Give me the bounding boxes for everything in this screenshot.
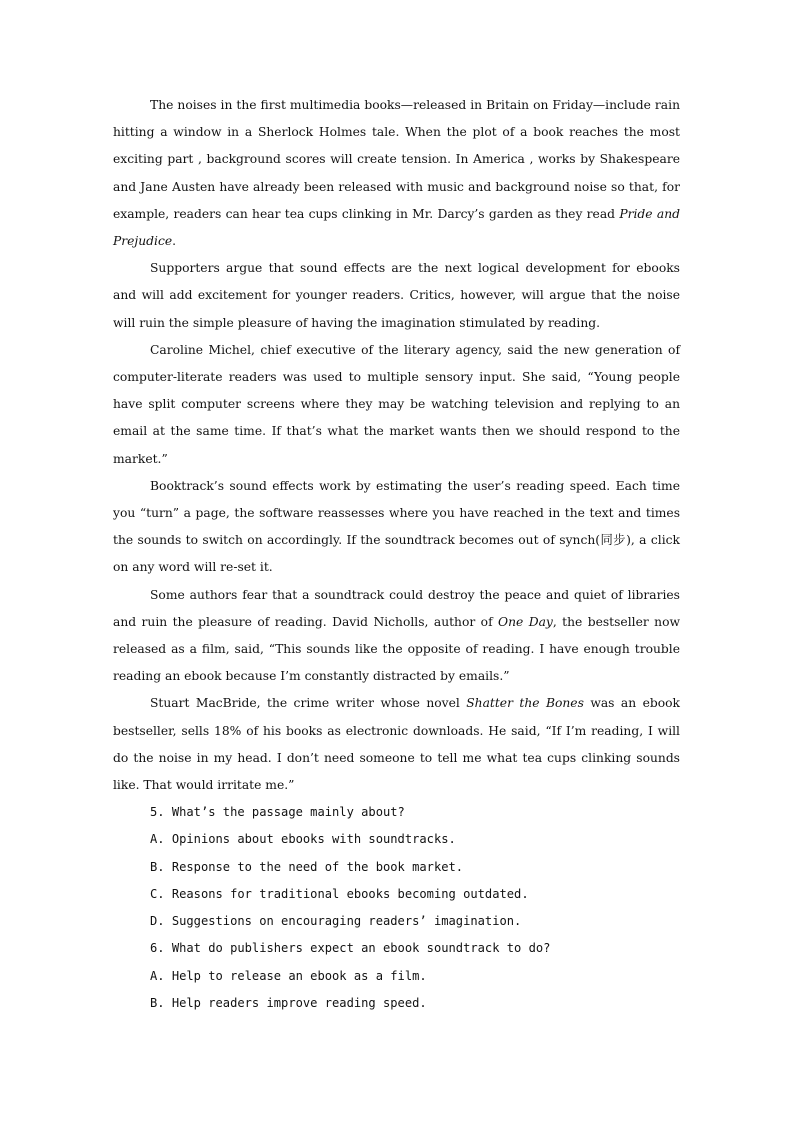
question-6-stem: 6. What do publishers expect an ebook soundtrack to do?	[150, 941, 551, 956]
paragraph-4: Booktrack’s sound effects work by estimating the user’s reading speed. Each time you “turn” a page, the software reassesses where you have reached in the text and times the sounds to switch on accordingly. If the soundtrack becomes out of synch(同步), a click on any word will re-set it.	[113, 478, 680, 575]
paragraph-6	[113, 690, 680, 799]
paragraph-5-text: Some authors fear that a soundtrack could destroy the peace and quiet of libraries and ruin the pleasure of reading. David Nicholls, author of	[113, 587, 680, 629]
document-page	[113, 92, 680, 1017]
question-5-stem: 5. What’s the passage mainly about?	[150, 805, 405, 820]
book-title-pride-and-prejudice: Pride and Prejudice	[113, 206, 680, 249]
paragraph-6-text: Stuart MacBride, the crime writer whose novel	[150, 696, 467, 711]
paragraph-2: Supporters argue that sound effects are the next logical development for ebooks and will add excitement for younger readers. Critics, however, will argue that the noise will ruin the simple pleasure of having the imagination stimulated by reading.	[113, 261, 680, 330]
paragraph-1	[113, 92, 680, 255]
paragraph-5	[113, 582, 680, 691]
question-5-option-a: A. Opinions about ebooks with soundtracks.	[150, 832, 456, 847]
question-6-option-a: A. Help to release an ebook as a film.	[150, 968, 427, 983]
paragraph-6-end: was an ebook bestseller, sells 18% of his books as electronic downloads. He said, “If I’m reading, I will do the noise in my head. I don’t need someone to tell me what tea cups clinking sounds like. That would irritate me.”	[113, 696, 681, 793]
question-5-option-c: C. Reasons for traditional ebooks becoming outdated.	[150, 886, 529, 901]
paragraph-5-end: , the bestseller now released as a film, said, “This sounds like the opposite of reading. I have enough trouble reading an ebook because I’m constantly distracted by emails.”	[113, 614, 680, 684]
question-5-option-b: B. Response to the need of the book market.	[150, 859, 464, 874]
question-6-option-b: B. Help readers improve reading speed.	[150, 995, 427, 1010]
paragraph-1-end: .	[172, 234, 177, 249]
paragraph-3: Caroline Michel, chief executive of the literary agency, said the new generation of computer-literate readers was used to multiple sensory input. She said, “Young people have split computer screens where they may be watching television and replying to an email at the same time. If that’s what the market wants then we should respond to the market.”	[113, 342, 680, 466]
paragraph-1-text: The noises in the first multimedia books—released in Britain on Friday—include rain hitting a window in a Sherlock Holmes tale. When the plot of a book reaches the most exciting part , background scores will create tension. In America , works by Shakespeare and Jane Austen have already been released with music and background noise so that, for example, readers can hear tea cups clinking in Mr. Darcy’s garden as they read	[113, 98, 680, 221]
book-title-shatter-the-bones: Shatter the Bones	[466, 696, 584, 711]
book-title-one-day: One Day	[498, 614, 553, 629]
question-5-option-d: D. Suggestions on encouraging readers’ imagination.	[150, 914, 522, 929]
